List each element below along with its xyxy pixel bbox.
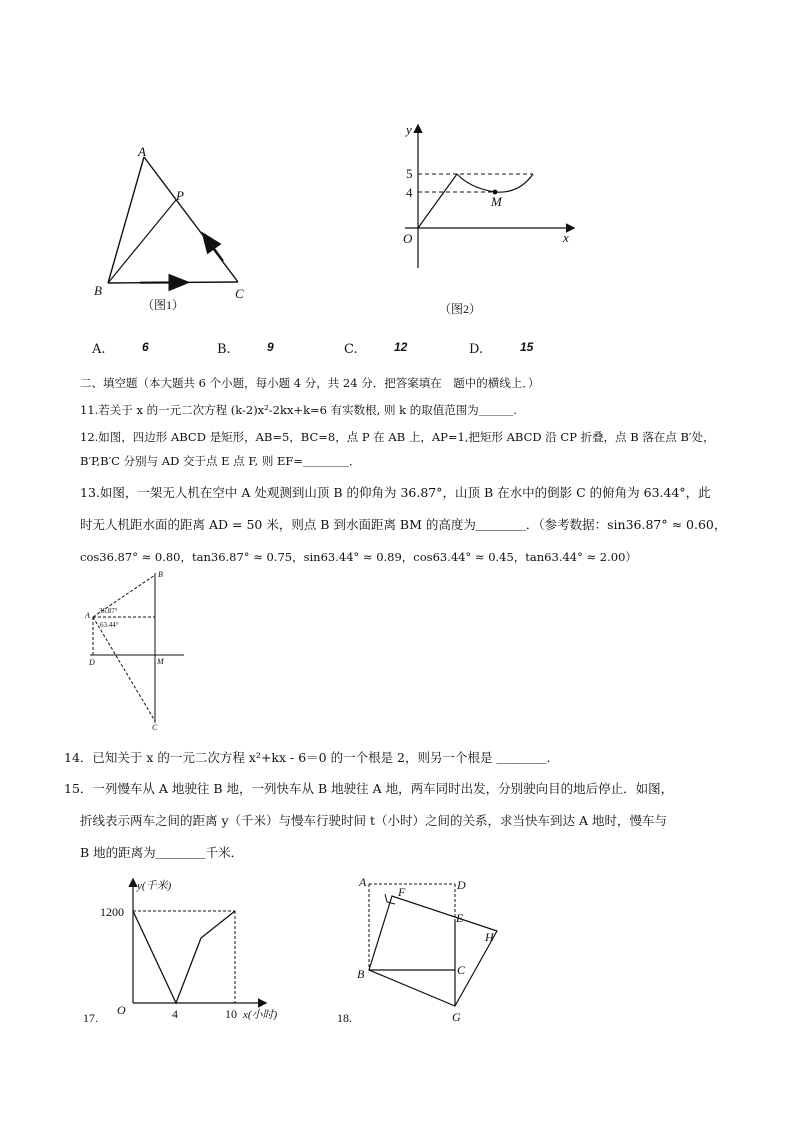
figure-1-triangle — [80, 140, 270, 320]
label-d: D — [89, 658, 95, 667]
label-x-unit: x(小时) — [243, 1009, 278, 1021]
label-m: M — [491, 194, 502, 209]
question-13-line-1: 13.如图，一架无人机在空中 A 处观测到山顶 B 的仰角为 36.87°，山顶 B 在水中的倒影 C 的俯角为 63.44°，此 — [80, 485, 711, 500]
figure-18-rectangles — [333, 870, 513, 1030]
figure-13-drone — [84, 565, 194, 735]
graph-rising-segment — [418, 174, 457, 228]
option-b-letter[interactable]: B. — [217, 342, 231, 357]
tick-4: 4 — [406, 185, 413, 200]
rotated-rectangle — [369, 896, 497, 1006]
label-m: M — [157, 657, 164, 666]
tick-4: 4 — [172, 1007, 178, 1021]
question-15-line-3: B 地的距离为＿＿＿＿千米． — [80, 845, 244, 860]
option-d-value[interactable]: 15 — [520, 340, 534, 354]
label-o: O — [117, 1003, 126, 1017]
option-a-value[interactable]: 6 — [142, 340, 149, 354]
figure-17-number: 17. — [83, 1011, 98, 1025]
tick-10: 10 — [225, 1007, 237, 1021]
question-13-line-3: cos36.87° ≈ 0.80，tan36.87° ≈ 0.75，sin63.44° ≈ 0.89，cos63.44° ≈ 0.45，tan63.44° ≈ 2.00） — [80, 550, 637, 564]
side-ac — [144, 157, 238, 282]
options-row — [92, 340, 692, 358]
tick-5: 5 — [406, 166, 413, 181]
option-d-letter[interactable]: D. — [469, 342, 484, 357]
graph-curve — [457, 174, 533, 192]
label-y-unit: y(千米) — [137, 880, 172, 892]
label-g: G — [452, 1010, 461, 1024]
label-x: x — [563, 230, 569, 245]
question-12-line-2: B′P,B′C 分别与 AD 交于点 E 点 F, 则 EF=＿＿＿＿． — [80, 454, 361, 468]
option-c-value[interactable]: 12 — [394, 340, 408, 354]
label-d: D — [457, 878, 466, 892]
option-c-letter[interactable]: C. — [344, 342, 358, 357]
question-15-line-2: 折线表示两车之间的距离 y（千米）与慢车行驶时间 t（小时）之间的关系，求当快车到达 A 地时，慢车与 — [80, 813, 668, 828]
label-o: O — [403, 231, 413, 246]
figure-2-caption: （图2） — [439, 302, 482, 316]
label-e: E — [456, 911, 464, 925]
segment-bp — [108, 200, 176, 283]
label-f: F — [398, 885, 406, 899]
question-11: 11.若关于 x 的一元二次方程 (k-2)x²-2kx+k=6 有实数根, 则 k 的取值范围为＿＿＿. — [80, 403, 517, 417]
question-15-line-1: 15．一列慢车从 A 地驶往 B 地，一列快车从 B 地驶往 A 地，两车同时出发，分别驶向目的地后停止．如图， — [64, 781, 674, 796]
label-c: C — [152, 723, 158, 732]
option-a-letter[interactable]: A. — [92, 342, 106, 357]
label-a: A — [85, 611, 90, 620]
right-angle-mark — [385, 894, 395, 904]
figure-2-graph — [395, 118, 585, 324]
label-c: C — [457, 963, 466, 977]
label-c: C — [235, 286, 244, 301]
tick-1200: 1200 — [100, 905, 124, 919]
label-y: y — [406, 122, 412, 137]
label-b: B — [357, 967, 365, 981]
angle-63-44: 63.44° — [100, 621, 119, 629]
question-13-line-2: 时无人机距水面的距离 AD = 50 米，则点 B 到水面距离 BM 的高度为＿＿＿＿．（参考数据：sin36.87° ≈ 0.60， — [80, 517, 727, 532]
question-14: 14．已知关于 x 的一元二次方程 x²+kx - 6＝0 的一个根是 2，则另一个根是 ＿＿＿＿． — [64, 750, 559, 765]
label-h: H — [485, 930, 494, 944]
figure-17-graph — [80, 870, 300, 1030]
side-ab — [108, 157, 144, 283]
figure-18-number: 18. — [337, 1011, 352, 1025]
label-a: A — [359, 875, 367, 889]
section-2-heading: 二、填空题（本大题共 6 个小题，每小题 4 分，共 24 分．把答案填在 题中的横线上．） — [80, 376, 540, 390]
label-b: B — [158, 570, 163, 579]
distance-polyline — [133, 911, 235, 1003]
figure-1-caption: （图1） — [142, 298, 185, 312]
label-a: A — [138, 144, 146, 159]
label-b: B — [94, 283, 102, 298]
sight-line-ac — [93, 617, 155, 721]
label-p: P — [176, 188, 184, 203]
arrow-ca — [204, 235, 223, 261]
question-12-line-1: 12.如图，四边形 ABCD 是矩形，AB=5，BC=8，点 P 在 AB 上，AP=1,把矩形 ABCD 沿 CP 折叠，点 B 落在点 B′处， — [80, 430, 715, 444]
angle-36-87: 36.87° — [99, 607, 118, 615]
option-b-value[interactable]: 9 — [267, 340, 274, 354]
